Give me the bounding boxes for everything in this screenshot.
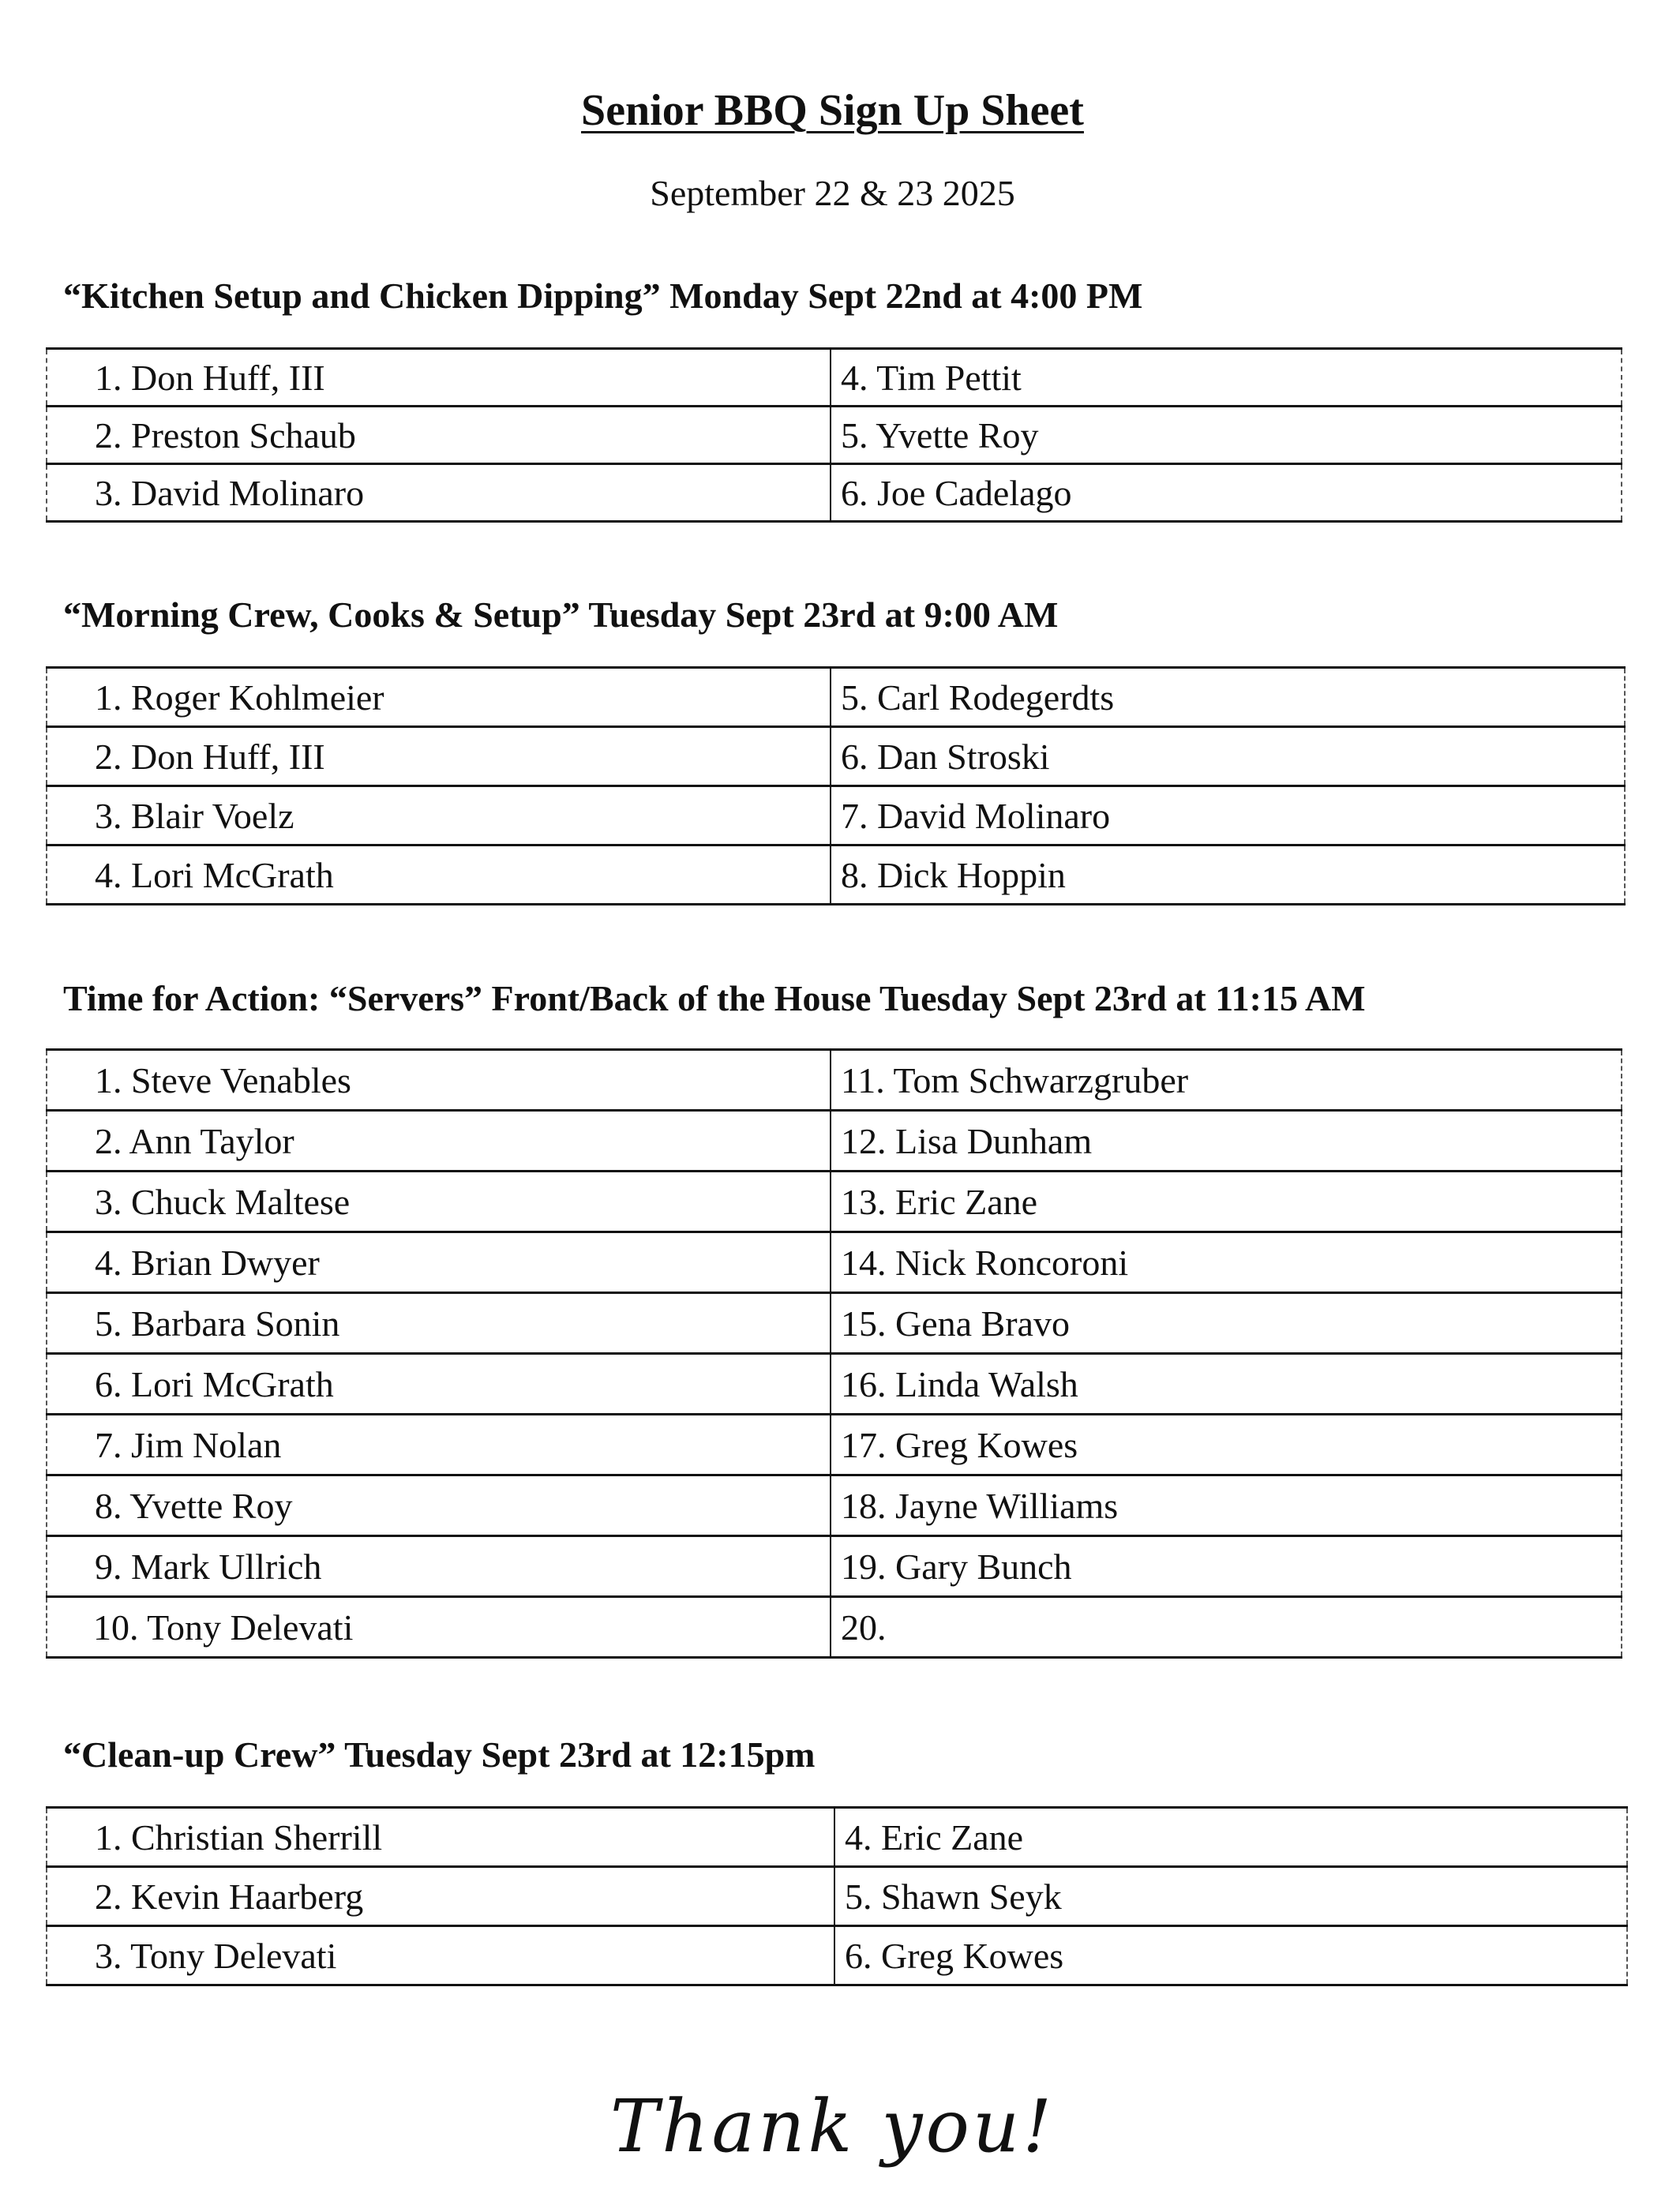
signup-slot: 13. Eric Zane — [831, 1172, 1622, 1232]
signup-slot: 3. Tony Delevati — [47, 1926, 834, 1985]
signup-table-cleanup-crew — [46, 1806, 1628, 1986]
signup-slot: 3. David Molinaro — [47, 464, 831, 522]
signup-slot: 2. Don Huff, III — [47, 727, 831, 786]
table-row — [47, 786, 1625, 845]
signup-slot: 4. Tim Pettit — [831, 349, 1622, 407]
signup-slot: 6. Lori McGrath — [47, 1354, 831, 1415]
signup-slot: 6. Greg Kowes — [834, 1926, 1627, 1985]
signup-slot: 5. Yvette Roy — [831, 407, 1622, 464]
event-dates: September 22 & 23 2025 — [650, 173, 1015, 213]
signup-slot: 9. Mark Ullrich — [47, 1536, 831, 1597]
section-heading-cleanup-crew: “Clean-up Crew” Tuesday Sept 23rd at 12:15pm — [63, 1734, 816, 1775]
table-row — [47, 1926, 1627, 1985]
signup-slot: 10. Tony Delevati — [47, 1597, 831, 1658]
section-heading-servers: Time for Action: “Servers” Front/Back of the House Tuesday Sept 23rd at 11:15 AM — [63, 978, 1366, 1018]
signup-slot: 1. Don Huff, III — [47, 349, 831, 407]
signup-slot: 4. Brian Dwyer — [47, 1232, 831, 1293]
signup-slot-empty: 20. — [831, 1597, 1622, 1658]
table-row — [47, 668, 1625, 727]
signup-slot: 11. Tom Schwarzgruber — [831, 1050, 1622, 1111]
signup-slot: 6. Joe Cadelago — [831, 464, 1622, 522]
signup-slot: 6. Dan Stroski — [831, 727, 1625, 786]
signup-slot: 5. Barbara Sonin — [47, 1293, 831, 1354]
signup-slot: 5. Carl Rodegerdts — [831, 668, 1625, 727]
signup-slot: 1. Christian Sherrill — [47, 1808, 834, 1867]
table-row — [47, 1354, 1622, 1415]
signup-slot: 2. Kevin Haarberg — [47, 1867, 834, 1926]
table-row — [47, 1867, 1627, 1926]
signup-table-servers — [46, 1048, 1622, 1659]
signup-slot: 2. Ann Taylor — [47, 1111, 831, 1172]
signup-slot: 18. Jayne Williams — [831, 1475, 1622, 1536]
signup-slot: 12. Lisa Dunham — [831, 1111, 1622, 1172]
table-row — [47, 1475, 1622, 1536]
thank-you-closing: Thank you! — [609, 2084, 1056, 2169]
signup-table-morning-crew — [46, 666, 1626, 905]
table-row — [47, 407, 1622, 464]
table-row — [47, 464, 1622, 522]
signup-slot: 1. Steve Venables — [47, 1050, 831, 1111]
signup-slot: 8. Dick Hoppin — [831, 845, 1625, 905]
section-heading-kitchen-setup: “Kitchen Setup and Chicken Dipping” Monday Sept 22nd at 4:00 PM — [63, 276, 1143, 316]
section-heading-morning-crew: “Morning Crew, Cooks & Setup” Tuesday Sept 23rd at 9:00 AM — [63, 594, 1059, 635]
signup-slot: 19. Gary Bunch — [831, 1536, 1622, 1597]
signup-slot: 15. Gena Bravo — [831, 1293, 1622, 1354]
signup-slot: 4. Lori McGrath — [47, 845, 831, 905]
signup-slot: 16. Linda Walsh — [831, 1354, 1622, 1415]
signup-slot: 3. Blair Voelz — [47, 786, 831, 845]
signup-table-kitchen-setup — [46, 347, 1622, 523]
signup-slot: 5. Shawn Seyk — [834, 1867, 1627, 1926]
table-row — [47, 1415, 1622, 1475]
table-row — [47, 1232, 1622, 1293]
signup-slot: 1. Roger Kohlmeier — [47, 668, 831, 727]
table-row — [47, 1536, 1622, 1597]
table-row — [47, 727, 1625, 786]
signup-slot: 4. Eric Zane — [834, 1808, 1627, 1867]
signup-slot: 7. Jim Nolan — [47, 1415, 831, 1475]
signup-slot: 2. Preston Schaub — [47, 407, 831, 464]
table-row — [47, 1808, 1627, 1867]
signup-slot: 3. Chuck Maltese — [47, 1172, 831, 1232]
signup-slot: 17. Greg Kowes — [831, 1415, 1622, 1475]
signup-slot: 8. Yvette Roy — [47, 1475, 831, 1536]
table-row — [47, 1111, 1622, 1172]
table-row — [47, 845, 1625, 905]
table-row — [47, 1050, 1622, 1111]
table-row — [47, 349, 1622, 407]
signup-slot: 7. David Molinaro — [831, 786, 1625, 845]
signup-slot: 14. Nick Roncoroni — [831, 1232, 1622, 1293]
table-row — [47, 1172, 1622, 1232]
table-row — [47, 1597, 1622, 1658]
table-row — [47, 1293, 1622, 1354]
page-title: Senior BBQ Sign Up Sheet — [581, 86, 1084, 135]
